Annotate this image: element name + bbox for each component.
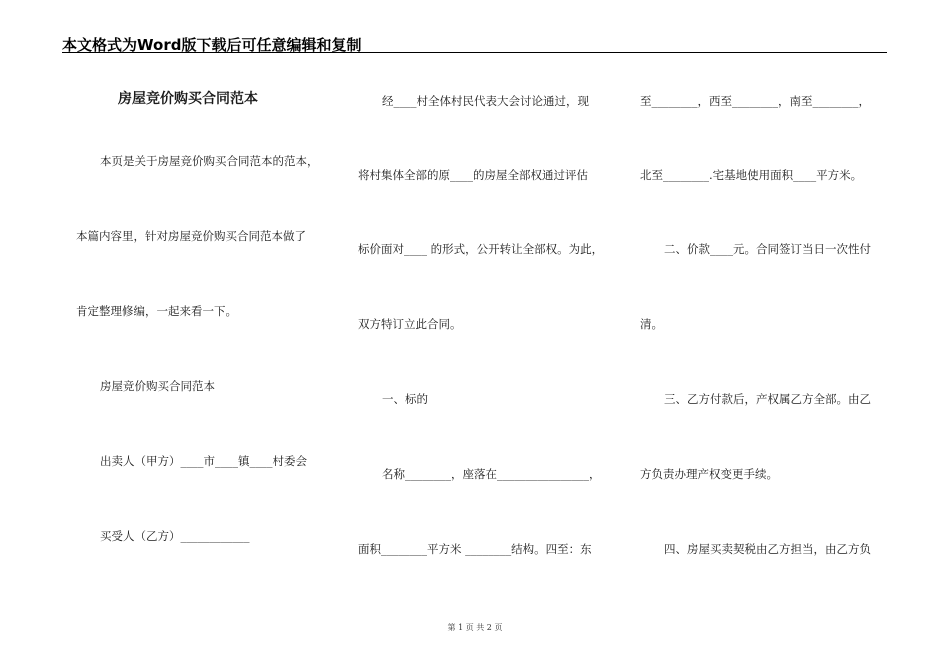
paragraph-line: 清。	[640, 317, 663, 331]
paragraph-line: 至________，西至________，南至________，	[640, 94, 870, 108]
document-title: 房屋竞价购买合同范本	[118, 91, 258, 107]
paragraph-line: 名称________，座落在________________，	[382, 467, 601, 481]
paragraph-line: 将村集体全部的原____的房屋全部权通过评估	[358, 168, 588, 182]
paragraph-line: 面积________平方米 ________结构。四至：东	[358, 542, 592, 556]
paragraph-line: 三、乙方付款后，产权属乙方全部。由乙	[664, 392, 871, 406]
paragraph-line: 肯定整理修编，一起来看一下。	[76, 304, 237, 318]
paragraph-line: 二、价款____元。合同签订当日一次性付	[664, 242, 871, 256]
paragraph-line: 双方特订立此合同。	[358, 317, 462, 331]
paragraph-line: 四、房屋买卖契税由乙方担当，由乙方负	[664, 542, 871, 556]
text-column-left	[76, 0, 326, 672]
paragraph-line: 标价面对____ 的形式，公开转让全部权。为此，	[358, 242, 604, 256]
paragraph-line: 本篇内容里，针对房屋竞价购买合同范本做了	[76, 229, 306, 243]
text-column-right	[640, 0, 890, 672]
page-number-footer: 第 1 页 共 2 页	[447, 623, 503, 632]
paragraph-line: 出卖人（甲方）____市____镇____村委会	[100, 454, 307, 468]
paragraph-line: 方负责办理产权变更手续。	[640, 467, 778, 481]
paragraph-line: 经____村全体村民代表大会讨论通过，现	[382, 94, 589, 108]
document-header: 本文格式为Word版下载后可任意编辑和复制	[62, 36, 362, 54]
paragraph-line: 买受人（乙方）____________	[100, 529, 250, 543]
text-column-middle	[358, 0, 608, 672]
paragraph-line: 本页是关于房屋竞价购买合同范本的范本，	[100, 154, 319, 168]
paragraph-line: 一、标的	[382, 392, 428, 406]
paragraph-line: 房屋竞价购买合同范本	[100, 379, 215, 393]
paragraph-line: 北至________.宅基地使用面积____平方米。	[640, 168, 863, 182]
